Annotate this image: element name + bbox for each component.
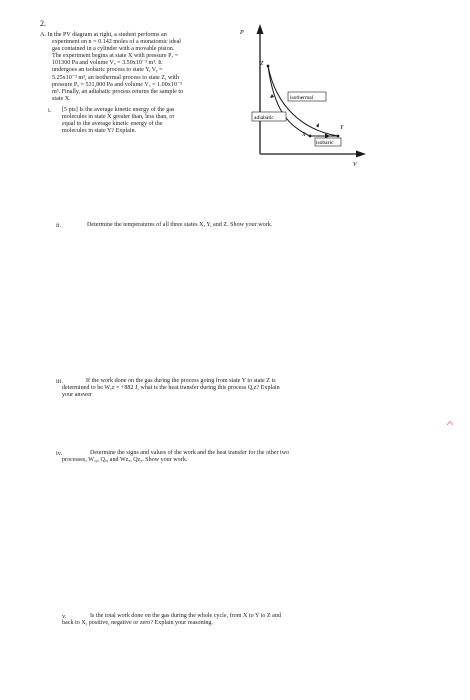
part-line: [5 pts] Is the average kinetic energy of the gas bbox=[62, 107, 175, 113]
adiabatic-arrow-icon bbox=[270, 94, 274, 98]
part-line: back to X, positive, negative or zero? Explain your reasoning. bbox=[62, 620, 213, 627]
part-line: determined to be Wᵧz = +882 J, what is the heat transfer during this process Qᵧz? Explain bbox=[62, 385, 280, 392]
part-line: processes, Wₓᵧ, Qₓᵧ and Wzₓ, Qzₓ. Show your work. bbox=[62, 457, 188, 464]
chevron-up-icon[interactable] bbox=[446, 419, 454, 427]
question-number: 2. bbox=[40, 19, 46, 28]
part-i-label: i. bbox=[48, 107, 52, 114]
intro-line: m³. Finally, an adiabatic process returns the sample to bbox=[52, 88, 184, 95]
intro-line: undergoes an isobaric process to state Y, Vᵧ = bbox=[52, 67, 163, 74]
v-axis-arrow-icon bbox=[356, 151, 366, 158]
state-z-point bbox=[267, 65, 270, 68]
intro-line: gas contained in a cylinder with a movable piston. bbox=[52, 46, 175, 53]
state-x-label: X bbox=[302, 132, 306, 138]
part-iii-label: iii. bbox=[56, 378, 63, 385]
part-ii-label: ii. bbox=[56, 222, 62, 229]
v-axis-label: V bbox=[353, 162, 357, 166]
p-axis-arrow-icon bbox=[257, 24, 264, 34]
intro-line: The experiment begins at state X with pressure Pₓ = bbox=[52, 53, 179, 60]
part-line: molecules in state Y? Explain. bbox=[62, 128, 137, 135]
isobaric-label: isobaric bbox=[316, 140, 334, 146]
adiabatic-label: adiabatic bbox=[254, 115, 274, 121]
part-ii-text bbox=[87, 222, 272, 229]
part-i-text bbox=[62, 107, 174, 135]
part-v-label: v. bbox=[62, 613, 67, 620]
part-line: your answer bbox=[62, 392, 92, 399]
part-iv-label: iv. bbox=[56, 450, 63, 457]
part-line: equal to the average kinetic energy of the bbox=[62, 121, 163, 128]
part-line: molecules in state X greater than, less than, or bbox=[62, 114, 175, 121]
part-line: If the work done on the gas during the process going from state Y to state Z is bbox=[86, 378, 276, 384]
part-iv-text bbox=[62, 450, 289, 464]
isothermal-arrow-icon bbox=[316, 123, 319, 128]
part-line: Determine the temperatures of all three states X, Y, and Z. Show your work. bbox=[87, 222, 273, 228]
part-v-text bbox=[62, 613, 281, 627]
part-iii-text bbox=[62, 378, 280, 399]
part-line: Determine the signs and values of the work and the heat transfer for the other two bbox=[90, 450, 290, 456]
isothermal-label: isothermal bbox=[290, 95, 314, 101]
intro-line: 5.25x10⁻³ m³, an isothermal process to state Z, with bbox=[52, 74, 179, 81]
p-axis-label: P bbox=[240, 30, 244, 36]
part-line: Is the total work done on the gas during the whole cycle, from X to Y to Z and bbox=[90, 613, 281, 619]
pv-diagram bbox=[232, 22, 372, 166]
intro-line: 101300 Pa and volume Vₓ = 3.50x10⁻³ m³. It bbox=[52, 60, 162, 67]
intro-line: experiment on n = 0.142 moles of a monatomic ideal bbox=[52, 39, 182, 46]
question-intro bbox=[40, 32, 183, 103]
intro-line: A. In the PV diagram at right, a student performs an bbox=[40, 32, 167, 38]
state-z-label: Z bbox=[260, 61, 264, 67]
state-y-label: Y bbox=[340, 125, 344, 131]
intro-line: pressure Pₓ = 531,800 Pa and volume Vₓ = 1.00x10⁻³ bbox=[52, 81, 182, 88]
state-y-point bbox=[337, 135, 340, 138]
state-x-point bbox=[309, 135, 312, 138]
intro-line: state X. bbox=[52, 95, 71, 102]
